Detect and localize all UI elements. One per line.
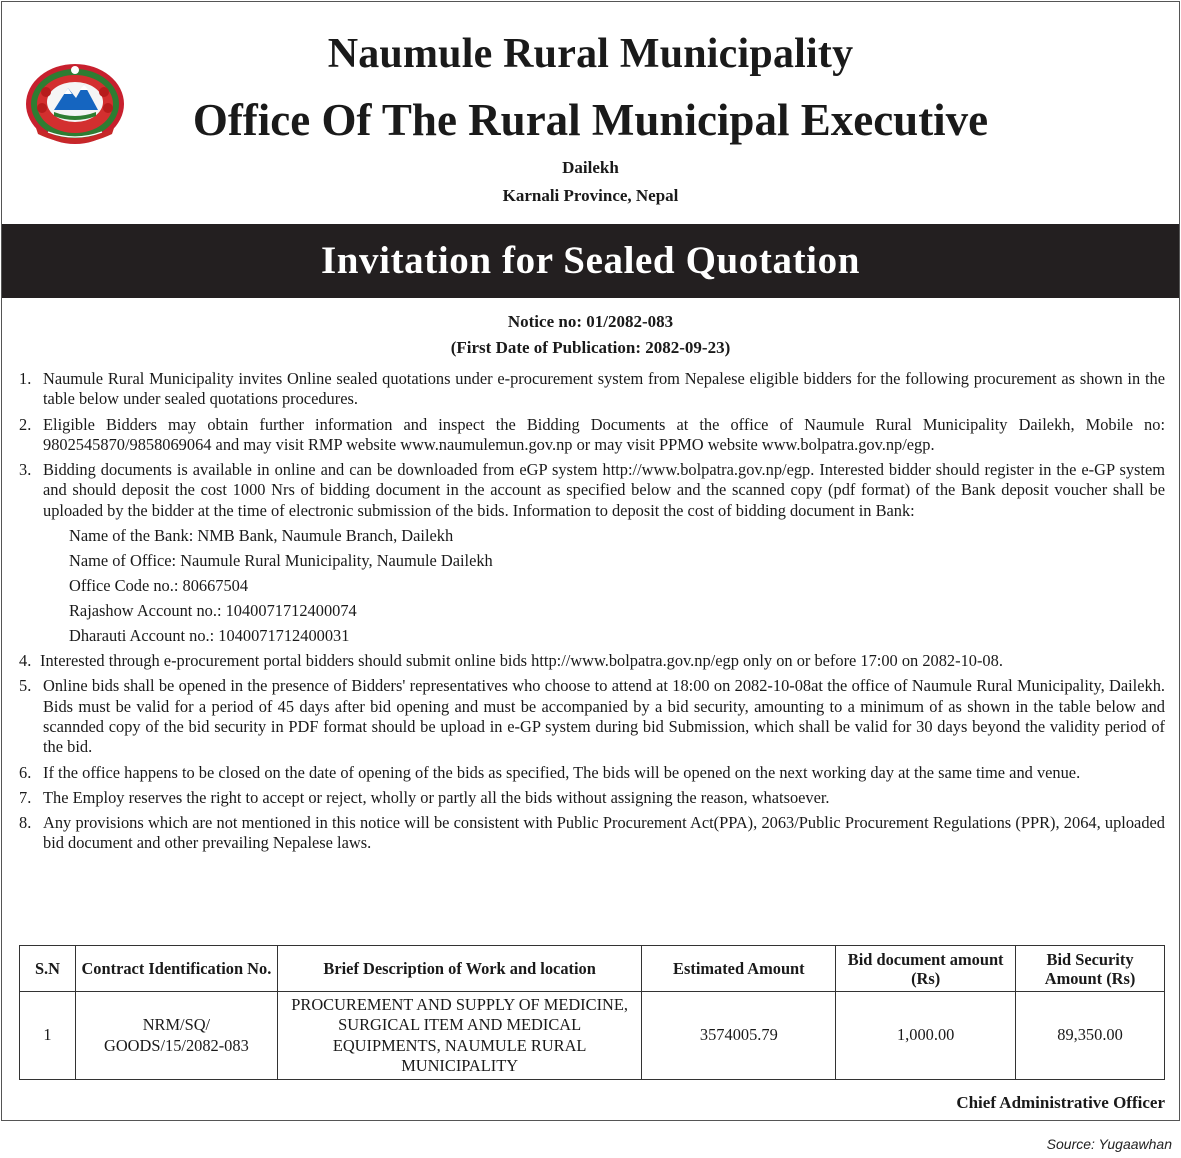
clause-1: 1. Naumule Rural Municipality invites Online sealed quotations under e-procurement system from Nepalese eligible bidders for the following procurement as shown in the table below under sealed quotations procedures. xyxy=(19,369,1165,409)
district-name: Dailekh xyxy=(562,158,619,177)
clause-8: 8. Any provisions which are not mentioned in this notice will be consistent with Public Procurement Act(PPA), 2063/Public Procurement Regulations (PPR), 2064, uploaded bid document and other prevailing Nepalese laws. xyxy=(19,813,1165,853)
clause-7: 7. The Employ reserves the right to accept or reject, wholly or partly all the bids without assigning the reason, whatsoever. xyxy=(19,787,830,807)
notice-title-banner: Invitation for Sealed Quotation xyxy=(2,224,1179,298)
notice-clauses xyxy=(19,369,1165,859)
clause-3: 3. Bidding documents is available in online and can be downloaded from eGP system http://www.bolpatra.gov.np/egp. Interested bidder should register in the e-GP system and should deposit the cost 1000 Nrs of bidding document in the account as specified below and the scanned copy (pdf format) of the Bank deposit voucher shall be uploaded by the bidder at the time of electronic submission of the bids. Information to deposit the cost of bidding document in Bank: Name of the Bank: NMB Bank, Naumule Branch, Dailekh Name of Office: Naumule Rural Municipality, Naumule Dailekh Office Code no.: 80667504 Rajashow Account no.: 1040071712400074 Dharauti Account no.: 1040071712400031 xyxy=(19,460,1165,646)
publication-date: (First Date of Publication: 2082-09-23) xyxy=(450,338,731,357)
col-header-sn: S.N xyxy=(20,946,76,992)
col-header-bid-document-amount: Bid document amount (Rs) xyxy=(836,946,1016,992)
col-header-bid-security-amount: Bid Security Amount (Rs) xyxy=(1016,946,1165,992)
bid-table xyxy=(19,945,1165,1080)
province-name: Karnali Province, Nepal xyxy=(502,186,679,205)
cell-description: PROCUREMENT AND SUPPLY OF MEDICINE, SURGICAL ITEM AND MEDICAL EQUIPMENTS, NAUMULE RURAL MUNICIPALITY xyxy=(277,992,642,1080)
clause-4: 4. Interested through e-procurement portal bidders should submit online bids http://www.bolpatra.gov.np/egp only on or before 17:00 on 2082-10-08. xyxy=(19,651,1003,671)
office-account-name: Name of Office: Naumule Rural Municipality, Naumule Dailekh xyxy=(69,551,493,571)
cell-contract-id: NRM/SQ/ GOODS/15/2082-083 xyxy=(75,992,277,1080)
municipality-name: Naumule Rural Municipality xyxy=(327,31,854,77)
cell-bid-security-amount: 89,350.00 xyxy=(1016,992,1165,1080)
bank-name: Name of the Bank: NMB Bank, Naumule Branch, Dailekh xyxy=(69,526,454,546)
clause-2: 2. Eligible Bidders may obtain further information and inspect the Bidding Documents at the office of Naumule Rural Municipality Dailekh, Mobile no: 9802545870/9858069064 and may visit RMP website www.naumulemun.gov.np or may visit PPMO website www.bolpatra.gov.np/egp. xyxy=(19,414,1165,454)
rajashow-account: Rajashow Account no.: 1040071712400074 xyxy=(69,601,357,621)
clause-6: 6. If the office happens to be closed on the date of opening of the bids as specified, The bids will be opened on the next working day at the same time and venue. xyxy=(19,762,1081,782)
cell-estimated-amount: 3574005.79 xyxy=(642,992,836,1080)
office-code: Office Code no.: 80667504 xyxy=(69,576,249,596)
dharauti-account: Dharauti Account no.: 1040071712400031 xyxy=(69,626,350,646)
col-header-contract-id: Contract Identification No. xyxy=(75,946,277,992)
cell-sn: 1 xyxy=(20,992,76,1080)
col-header-estimated-amount: Estimated Amount xyxy=(642,946,836,992)
office-name: Office Of The Rural Municipal Executive xyxy=(192,95,989,145)
cell-bid-document-amount: 1,000.00 xyxy=(836,992,1016,1080)
notice-number: Notice no: 01/2082-083 xyxy=(507,312,674,331)
signatory-title: Chief Administrative Officer xyxy=(956,1093,1165,1112)
table-row xyxy=(20,992,1165,1080)
col-header-description: Brief Description of Work and location xyxy=(277,946,642,992)
source-credit: Source: Yugaawhan xyxy=(1046,1136,1172,1152)
table-header-row xyxy=(20,946,1165,992)
clause-5: 5. Online bids shall be opened in the presence of Bidders' representatives who choose to attend at 18:00 on 2082-10-08at the office of Naumule Rural Municipality, Dailekh. Bids must be valid for a period of 45 days after bid opening and must be accompanied by a bid security, amounting to a minimum of as shown in the table below and scannded copy of the bid security in PDF format should be upload in e-GP system during bid Submission, which shall be valid for 30 days beyond the validity period of the bid. xyxy=(19,676,1165,757)
